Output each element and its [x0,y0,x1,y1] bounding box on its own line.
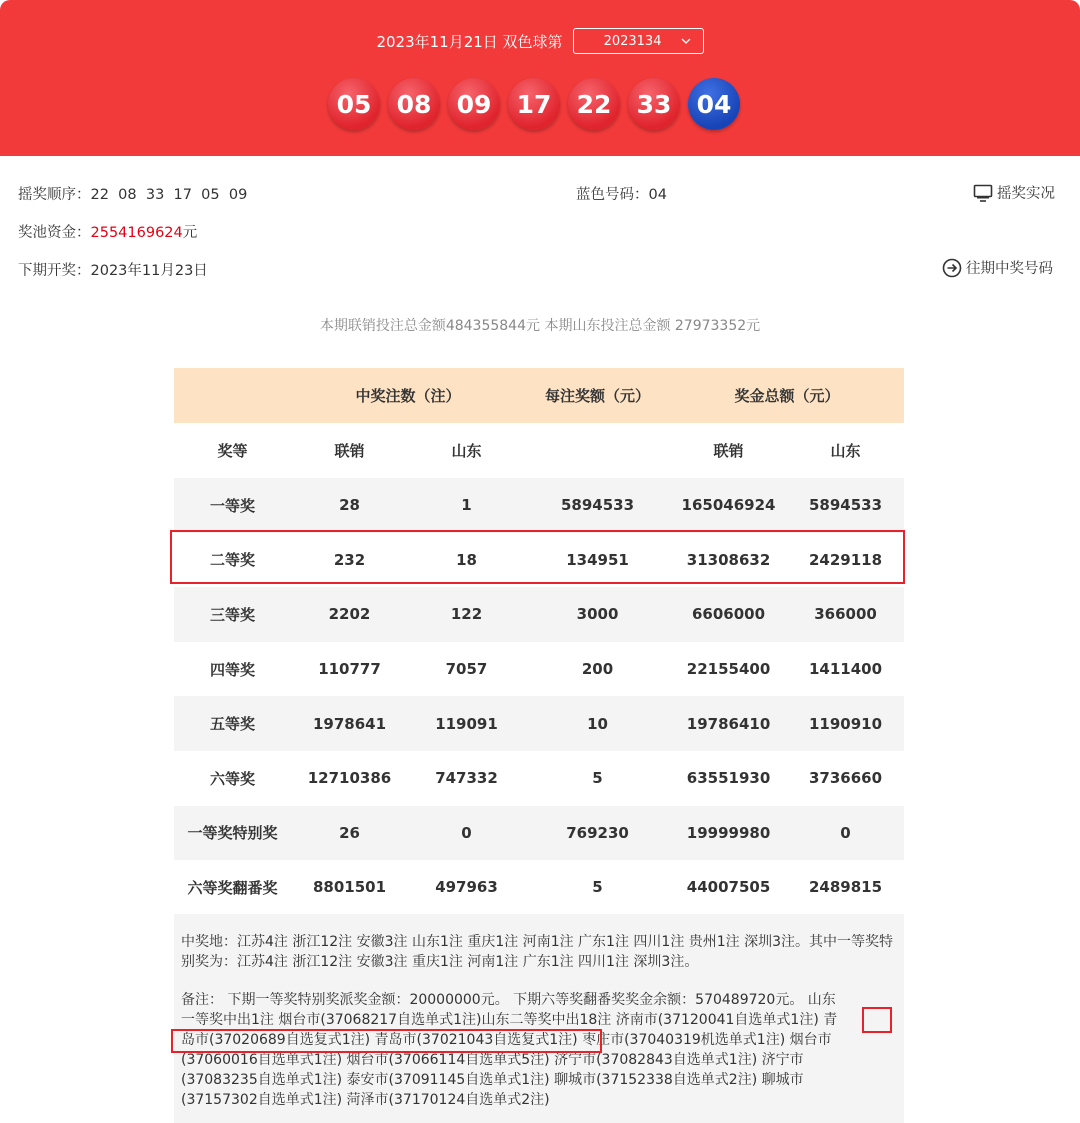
subheader-cell [525,423,670,478]
remark-line: (37083235自选单式1注) 泰安市(37091145自选单式1注) 聊城市(37152338自选单式2注) 聊城市 [181,1072,804,1088]
table-cell: 44007505 [670,860,787,915]
table-header-row [174,368,904,423]
table-cell: 63551930 [670,751,787,806]
subheader-cell: 奖等 [174,423,291,478]
table-cell: 31308632 [670,533,787,588]
table-cell: 一等奖 [174,478,291,533]
table-cell: 3000 [525,587,670,642]
table-row [174,587,904,642]
table-cell: 497963 [408,860,525,915]
issue-select-value: 2023134 [603,33,662,49]
table-cell: 5 [525,860,670,915]
blue-number-value: 04 [648,187,667,203]
remark-line: (37157302自选单式1注) 菏泽市(37170124自选单式2注) [181,1092,550,1108]
table-cell: 1978641 [291,696,408,751]
table-cell: 5 [525,751,670,806]
table-cell: 0 [787,806,904,861]
issue-select[interactable] [573,28,704,54]
winning-balls [328,78,740,130]
table-cell: 二等奖 [174,533,291,588]
table-cell: 0 [408,806,525,861]
subheader-cell: 联销 [291,423,408,478]
table-cell: 3736660 [787,751,904,806]
subheader-cell: 联销 [670,423,787,478]
header-cell [174,368,291,423]
table-row [174,696,904,751]
table-cell: 122 [408,587,525,642]
next-draw-label: 下期开奖： [18,263,91,279]
table-cell: 119091 [408,696,525,751]
chevron-down-icon [681,38,691,44]
table-cell: 1 [408,478,525,533]
remark-line: 一等奖中出1注 烟台市(37068217自选单式1注)山东二等奖中出18注 济南市(37120041自选单式1注) 青 [181,1012,838,1028]
table-cell: 四等奖 [174,642,291,697]
table-row [174,751,904,806]
table-cell: 26 [291,806,408,861]
table-cell: 1190910 [787,696,904,751]
table-cell: 5894533 [787,478,904,533]
prize-table [174,368,904,915]
red-ball: 08 [388,78,440,130]
header-cell: 每注奖额（元） [525,368,670,423]
red-ball: 09 [448,78,500,130]
table-cell: 19999980 [670,806,787,861]
next-draw [18,259,208,280]
table-cell: 12710386 [291,751,408,806]
remark-line: (37060016自选单式1注) 烟台市(37066114自选单式5注) 济宁市(37082843自选单式1注) 济宁市 [181,1052,804,1068]
prize-pool-value: 2554169624 [90,225,183,241]
table-cell: 五等奖 [174,696,291,751]
table-cell: 7057 [408,642,525,697]
table-cell: 2429118 [787,533,904,588]
sales-summary: 本期联销投注总金额484355844元 本期山东投注总金额 27973352元 [319,318,761,334]
table-cell: 366000 [787,587,904,642]
table-cell: 110777 [291,642,408,697]
table-cell: 10 [525,696,670,751]
table-row [174,642,904,697]
table-cell: 1411400 [787,642,904,697]
table-cell: 22155400 [670,642,787,697]
blue-number-label: 蓝色号码： [576,187,649,203]
red-ball: 33 [628,78,680,130]
table-cell: 769230 [525,806,670,861]
table-cell: 232 [291,533,408,588]
live-draw-link[interactable] [973,182,1055,203]
draw-title: 2023年11月21日 双色球第 [376,32,563,51]
history-label: 往期中奖号码 [966,261,1053,277]
draw-order [18,183,247,204]
red-ball: 22 [568,78,620,130]
arrow-circle-icon [942,258,962,278]
table-cell: 8801501 [291,860,408,915]
blue-number [576,183,667,204]
table-cell: 747332 [408,751,525,806]
table-cell: 三等奖 [174,587,291,642]
next-draw-value: 2023年11月23日 [90,263,208,279]
highlight-box-second-prize [170,530,905,584]
table-row [174,478,904,533]
live-draw-label: 摇奖实况 [997,186,1055,202]
history-link[interactable] [942,257,1053,278]
prize-pool-unit: 元 [182,225,198,241]
draw-order-value: 22 08 33 17 05 09 [90,187,248,203]
blue-ball: 04 [688,78,740,130]
table-cell: 134951 [525,533,670,588]
red-ball: 05 [328,78,380,130]
prize-pool [18,221,197,242]
table-row [174,806,904,861]
header-cell: 中奖注数（注） [291,368,525,423]
subheader-cell: 山东 [787,423,904,478]
table-cell: 165046924 [670,478,787,533]
table-cell: 19786410 [670,696,787,751]
table-cell: 2202 [291,587,408,642]
red-ball: 17 [508,78,560,130]
monitor-icon [973,184,993,202]
table-subheader-row [174,423,904,478]
table-cell: 28 [291,478,408,533]
table-row [174,860,904,915]
table-cell: 6606000 [670,587,787,642]
table-cell: 一等奖特别奖 [174,806,291,861]
table-cell: 2489815 [787,860,904,915]
remark-line: 备注： 下期一等奖特别奖派奖金额：20000000元。 下期六等奖翻番奖奖金余额：570489720元。 山东 [181,992,836,1008]
table-cell: 18 [408,533,525,588]
winner-locations: 中奖地：江苏4注 浙江12注 安徽3注 山东1注 重庆1注 河南1注 广东1注 四川1注 贵州1注 深圳3注。其中一等奖特别奖为：江苏4注 浙江12注 安徽3注 重庆1注 河南1注 广东1注 四川1注 深圳3注。 [181,934,894,970]
draw-order-label: 摇奖顺序： [18,187,91,203]
draw-header [0,0,1080,156]
table-cell: 200 [525,642,670,697]
remark-line: 岛市(37020689自选复式1注) 青岛市(37021043自选复式1注) 枣庄市(37040319机选单式1注) 烟台市 [181,1032,832,1048]
header-cell: 奖金总额（元） [670,368,904,423]
prize-pool-label: 奖池资金： [18,225,91,241]
table-cell: 六等奖 [174,751,291,806]
highlight-box-qingdao-tickets [171,1029,602,1053]
table-cell: 六等奖翻番奖 [174,860,291,915]
highlight-box-qingdao-start [862,1007,892,1033]
table-cell: 5894533 [525,478,670,533]
subheader-cell: 山东 [408,423,525,478]
draw-title-bar [0,28,1080,54]
